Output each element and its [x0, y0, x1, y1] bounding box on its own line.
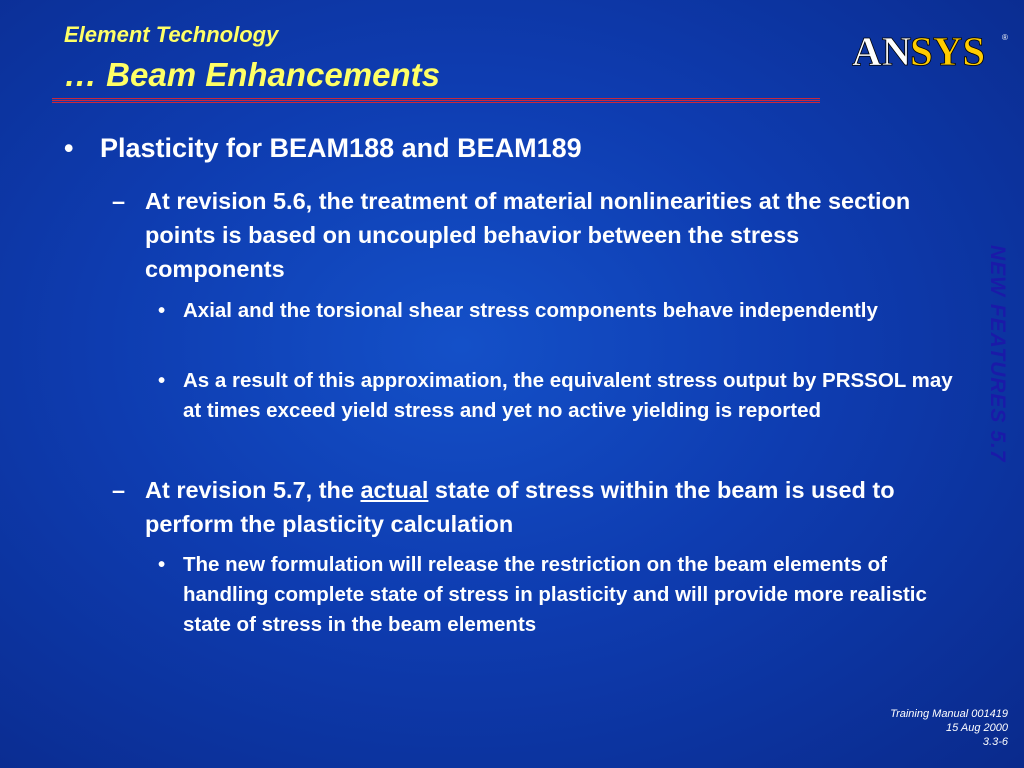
title-divider: [52, 98, 820, 103]
bullet-text: At revision 5.6, the treatment of material nonlinearities at the section points is based on uncoupled behavior between the stress components: [145, 188, 911, 282]
bullet-marker: •: [64, 133, 74, 163]
emphasis-actual: actual: [360, 477, 429, 503]
page-title: … Beam Enhancements: [64, 56, 440, 93]
bullet-text: Axial and the torsional shear stress components behave independently: [183, 299, 878, 322]
dash-marker: –: [112, 188, 126, 214]
section-subtitle: Element Technology: [64, 22, 279, 47]
bullet-marker: •: [158, 369, 166, 392]
bullet-text-part: At revision 5.7, the: [145, 477, 361, 503]
bullet-text-part: state of stress within the beam is used to perform the plasticity calculation: [145, 477, 895, 537]
logo-text-sys: SYS: [910, 28, 986, 72]
bullet-text: The new formulation will release the restriction on the beam elements of handling complete state of stress in plasticity and will provide more realistic state of stress in the beam elements: [183, 553, 927, 636]
footer-manual: Training Manual 001419: [890, 708, 1008, 720]
logo-registered-mark: ®: [1002, 33, 1008, 42]
footer: [890, 707, 1008, 749]
footer-date: 15 Aug 2000: [946, 722, 1008, 734]
logo-text-an: AN: [852, 28, 912, 72]
bullet-text: As a result of this approximation, the equivalent stress output by PRSSOL may at times exceed yield stress and yet no active yielding is reported: [183, 369, 953, 422]
sidebar-label: NEW FEATURES 5.7: [986, 245, 1009, 463]
bullet-text: Plasticity for BEAM188 and BEAM189: [100, 133, 582, 163]
footer-page-number: 3.3-6: [982, 736, 1008, 748]
bullet-text: [145, 473, 945, 541]
ansys-logo: [852, 28, 1010, 72]
dash-marker: –: [112, 477, 126, 503]
bullet-marker: •: [158, 299, 166, 322]
bullet-marker: •: [158, 553, 166, 576]
